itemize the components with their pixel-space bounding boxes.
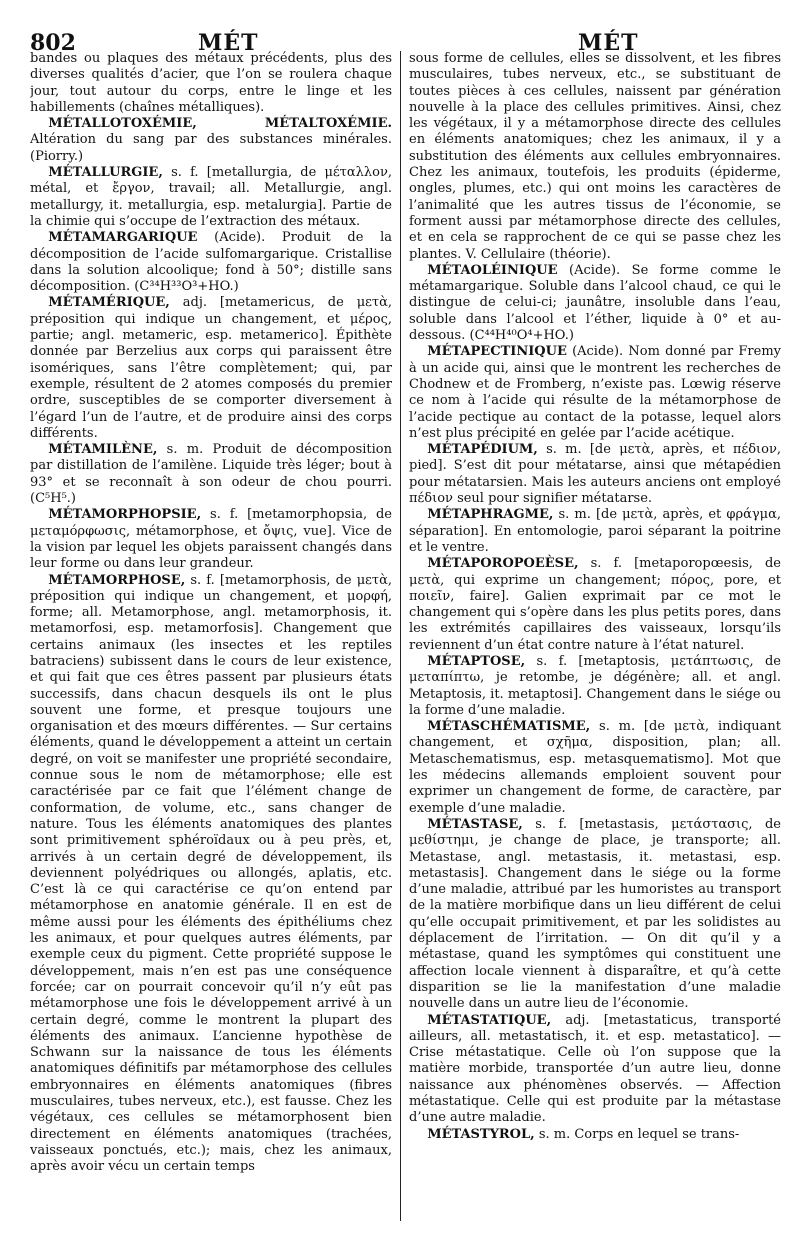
entry-text: sous forme de cellules, elles se dissolvent, et les fibres musculaires, tubes nerveux, etc., se substituant de toutes pièces à ces cellules, naissent par génération nouvelle à la place des cellules primitives. Ainsi, chez les végétaux, il y a métamorphose directe des cellules en éléments anatomiques; chez les animaux, il y a substitution des éléments aux cellules embryonnaires. Chez les animaux, toutefois, les produits (épiderme, ongles, plumes, etc.) qui ont moins les caractères de l’animalité que les autres tissus de l’économie, se forment aussi par métamorphose directe des cellules, et en cela se rapprochent de ce qui se passe chez les plantes. V. Cellulaire (théorie). <box>409 51 781 262</box>
entry-text: adj. [metamericus, de μετὰ, préposition qui indique un changement, et μέρος, partie; angl. metameric, esp. metamerico]. Épithète donnée par Berzelius aux corps qui paraissent être isomériques, sans l’être complètement; qui, par exemple, résultent de 2 atomes composés du premier ordre, susceptibles de se comporter diversement à l’égard l’un de l’autre, et de produire ainsi des corps différents. <box>30 295 392 441</box>
entry-text: s. m. [de μετὰ, après, et φράγμα, séparation]. En entomologie, paroi séparant la poitrine et le ventre. <box>409 507 781 555</box>
entry-text: s. f. [metaporopœesis, de μετὰ, qui exprime un changement; πόρος, pore, et ποιεῖν, faire]. Galien exprimait par ce mot le changement qui s’opère dans les plus petits pores, dans les extrémités capillaires des vaisseaux, lorsqu’ils reviennent d’un état contre nature à l’état naturel. <box>409 556 781 653</box>
dictionary-entry <box>409 817 781 1013</box>
entry-text: bandes ou plaques des métaux précédents, plus des diverses qualités d’acier, que l’on se roulera chaque jour, tout autour du corps, entre le linge et les habillements (chaînes métalliques). <box>30 51 392 115</box>
entry-headword: MÉTAMORPHOSE, <box>48 572 186 588</box>
dictionary-entry <box>409 1127 781 1143</box>
dictionary-entry <box>30 116 392 165</box>
column-divider <box>400 51 401 1221</box>
dictionary-entry <box>409 556 781 654</box>
entry-headword: MÉTAMILÈNE, <box>48 442 158 458</box>
dictionary-entry <box>30 51 392 116</box>
right-column <box>409 51 781 1235</box>
dictionary-entry <box>409 442 781 507</box>
dictionary-entry <box>30 442 392 507</box>
entry-text: s. m. Corps en lequel se trans- <box>538 1126 740 1142</box>
entry-headword: MÉTAPÉDIUM, <box>427 442 538 458</box>
dictionary-entry <box>409 1013 781 1127</box>
dictionary-entry <box>409 263 781 344</box>
dictionary-entry <box>30 507 392 572</box>
entry-text: (Acide). Nom donné par Fremy à un acide qui, ainsi que le montrent les recherches de Chodnew et de Fromberg, n’existe pas. Lœwig réserve ce nom à l’acide qui résulte de la métamorphose de l’acide pectique au contact de la potasse, lequel alors n’est plus précipité en gelée par l’acide acétique. <box>409 344 781 441</box>
dictionary-entry <box>30 165 392 230</box>
dictionary-entry <box>30 230 392 295</box>
entry-text: s. f. [metamorphosis, de μετὰ, préposition qui indique un changement, et μορφή, forme; all. Metamorphose, angl. metamorphosis, it. metamorfosi, esp. metamorfosis]. Changement que certains animaux (les insectes et les reptiles batraciens) subissent dans le cours de leur existence, et qui fait que ces êtres passent par plusieurs états successifs, dans chacun desquels ils ont le plus souvent une forme, et presque toujours une organisation et des mœurs différentes. — Sur certains éléments, quand le développement a atteint un certain degré, on voit se manifester une propriété secondaire, connue sous le nom de métamorphose; elle est caractérisée par ce fait que l’élément change de conformation, de volume, etc., sans changer de nature. Tous les éléments anatomiques des plantes sont primitivement sphéroïdaux ou à peu près, et, arrivés à un certain degré de développement, ils deviennent polyédriques ou allongés, aplatis, etc. C’est là ce qui caractérise ce qu’on entend par métamorphose en anatomie générale. Il en est de même aussi pour les éléments des épithéliums chez les animaux, et pour quelques autres éléments, par exemple ceux du pigment. Cette propriété suppose le développement, mais n’en est pas une conséquence forcée; car on pourrait concevoir qu’il n’y eût pas métamorphose une fois le développement arrivé à un certain degré, comme le montrent la plupart des éléments des animaux. L’ancienne hypothèse de Schwann sur la naissance de tous les éléments anatomiques définitifs par métamorphose des cellules embryonnaires en éléments anatomiques (fibres musculaires, tubes nerveux, etc.), est fausse. Chez les végétaux, ces cellules se métamorphosent bien directement en éléments anatomiques (trachées, vaisseaux ponctués, etc.); mais, chez les animaux, après avoir vécu un certain temps <box>30 572 392 1175</box>
entry-text: s. f. [metaptosis, μετάπτωσις, de μεταπίπτω, je retombe, je dégénère; all. et angl. Metaptosis, it. metaptosi]. Changement dans le siége ou la forme d’une maladie. <box>409 653 781 718</box>
entry-text: s. m. [de μετὰ, indiquant changement, et σχῆμα, disposition, plan; all. Metaschematismus, esp. metasquematismo]. Mot que les médecins allemands emploient souvent pour exprimer un changement de forme, de caractère, par exemple d’une maladie. <box>409 719 781 816</box>
dictionary-entry <box>409 719 781 817</box>
entry-headword: MÉTAOLÉINIQUE <box>427 262 558 278</box>
entry-text: (Acide). Se forme comme le métamargarique. Soluble dans l’alcool chaud, ce qui le distingue de celui-ci; jaunâtre, insoluble dans l’eau, soluble dans l’alcool et l’éther, liquide à 0° et au-dessous. (C⁴⁴H⁴⁰O⁴+HO.) <box>409 262 781 344</box>
entry-headword: MÉTAPTOSE, <box>427 653 526 669</box>
entry-text: s. m. Produit de décomposition par distillation de l’amilène. Liquide très léger; bout à 93° et se reconnaît à son odeur de chou pourri. (C⁵H⁵.) <box>30 442 392 507</box>
entry-headword: MÉTAPECTINIQUE <box>427 344 567 360</box>
running-head-left: MÉT <box>198 30 259 56</box>
entry-text: Altération du sang par des substances minérales. (Piorry.) <box>30 132 392 164</box>
dictionary-entry <box>409 654 781 719</box>
entry-text: adj. [metastaticus, transporté ailleurs, all. metastatisch, it. et esp. metastatico]. — Crise métastatique. Celle où l’on suppose que la matière morbide, transportée d’un autre lieu, donne naissance aux phénomènes observés. — Affection métastatique. Celle qui est produite par la métastase d’une autre maladie. <box>409 1012 781 1126</box>
left-column <box>30 51 392 1235</box>
dictionary-entry <box>409 507 781 556</box>
dictionary-entry <box>409 344 781 442</box>
entry-headword: MÉTAPHRAGME, <box>427 507 554 523</box>
entry-headword: MÉTAMORPHOPSIE, <box>48 507 202 523</box>
entry-text: s. f. [metastasis, μετάστασις, de μεθίστημι, je change de place, je transporte; all. Metastase, angl. metastasis, it. metastasi, esp. metastasis]. Changement dans le siége ou la forme d’une maladie, attribué par les humoristes au transport de la matière morbifique dans un lieu différent de celui qu’elle occupait primitivement, et par les solidistes au déplacement de l’irritation. — On dit qu’il y a métastase, quand les symptômes qui constituent une affection locale viennent à disparaître, et qu’à cette disparition se lie la manifestation d’une maladie nouvelle dans un autre lieu de l’économie. <box>409 816 781 1012</box>
dictionary-entry <box>30 295 392 442</box>
entry-text: s. m. [de μετὰ, après, et πέδιον, pied]. S’est dit pour métatarse, ainsi que métapédien pour métatarsien. Mais les auteurs anciens ont employé πέδιον seul pour signifier métatarse. <box>409 442 781 507</box>
entry-text: s. f. [metamorphopsia, de μεταμόρφωσις, métamorphose, et ὄψις, vue]. Vice de la vision par lequel les objets paraissent changés dans leur forme ou dans leur grandeur. <box>30 507 392 572</box>
entry-headword: MÉTAMARGARIQUE <box>48 230 198 246</box>
entry-headword: MÉTAPOROPOEÈSE, <box>427 556 579 572</box>
entry-headword: MÉTAMÉRIQUE, <box>48 295 170 311</box>
dictionary-entry <box>409 51 781 263</box>
entry-text: s. f. [metallurgia, de μέταλλον, métal, et ἔργον, travail; all. Metallurgie, angl. metallurgy, it. metallurgia, esp. metalurgia]. Partie de la chimie qui s’occupe de l’extraction des métaux. <box>30 165 392 229</box>
page-number: 802 <box>30 30 76 56</box>
entry-headword: MÉTALLOTOXÉMIE, MÉTALTOXÉMIE. <box>48 116 392 132</box>
entry-headword: MÉTASCHÉMATISME, <box>427 719 591 735</box>
entry-headword: MÉTASTATIQUE, <box>427 1012 552 1028</box>
dictionary-entry <box>30 573 392 1176</box>
running-head-right: MÉT <box>578 30 639 56</box>
entry-headword: MÉTALLURGIE, <box>48 165 163 181</box>
entry-headword: MÉTASTASE, <box>427 816 523 832</box>
entry-headword: MÉTASTYROL, <box>427 1126 535 1142</box>
entry-text: (Acide). Produit de la décomposition de l’acide sulfomargarique. Cristallise dans la solution alcoolique; fond à 50°; distille sans décomposition. (C³⁴H³³O³+HO.) <box>30 230 392 295</box>
